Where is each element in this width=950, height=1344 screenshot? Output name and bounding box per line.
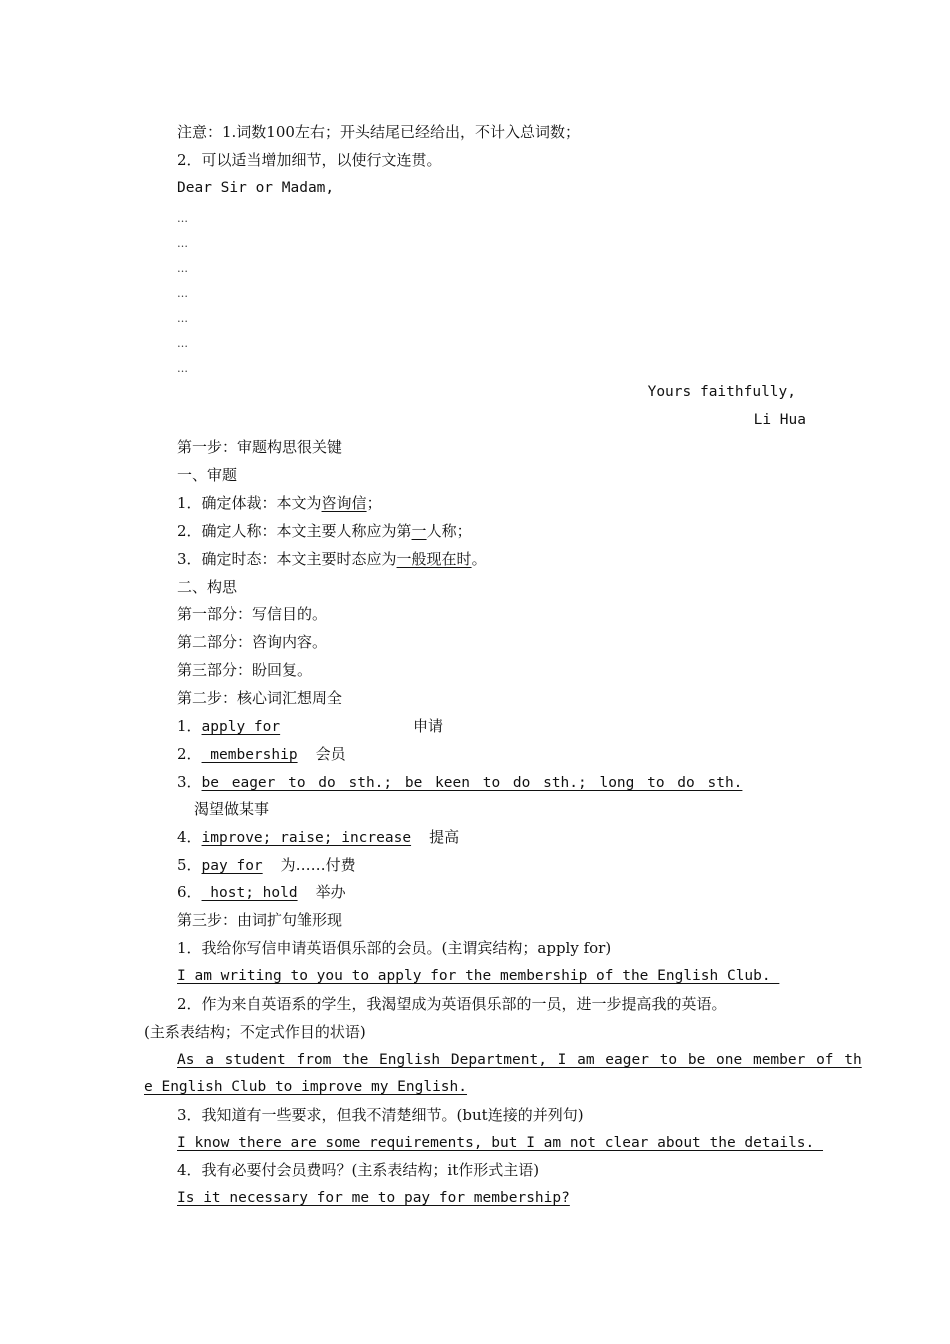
answer-blank: host; hold: [201, 885, 298, 901]
sentence-4-answer: Is it necessary for me to pay for membership?: [177, 1190, 570, 1206]
letter-placeholder: …: [177, 337, 187, 350]
sentence-2-question: 2．作为来自英语系的学生，我渴望成为英语俱乐部的一员，进一步提高我的英语。: [177, 995, 727, 1013]
item-meaning: 申请: [413, 717, 444, 735]
step2-title: 第二步：核心词汇想周全: [177, 689, 343, 707]
answer-blank: membership: [201, 747, 298, 763]
vocab-item-5: [177, 855, 356, 876]
answer-blank: be eager to do sth.; be keen to do sth.; long to do sth.: [201, 775, 743, 791]
item-meaning: 为……付费: [280, 856, 356, 874]
item-meaning: 提高: [429, 828, 460, 846]
note-line-2: 2．可以适当增加细节，以使行文连贯。: [177, 151, 442, 169]
step1-item-3: [177, 549, 487, 569]
letter-placeholder: …: [177, 312, 187, 325]
step1-part-2: 第二部分：咨询内容。: [177, 633, 328, 651]
vocab-item-1: [177, 716, 444, 737]
item-meaning: 会员: [315, 745, 346, 763]
letter-placeholder: …: [177, 212, 187, 225]
step1-item-1: [177, 493, 382, 513]
sentence-4-question: 4．我有必要付会员费吗？(主系表结构；it作形式主语): [177, 1161, 540, 1179]
letter-placeholder: …: [177, 287, 187, 300]
item-number: 3．: [177, 773, 202, 791]
sentence-3-answer: I know there are some requirements, but I am not clear about the details.: [177, 1135, 824, 1151]
item-number: 5．: [177, 856, 202, 874]
vocab-item-3: [177, 772, 742, 793]
step1-section-2: 二、构思: [177, 578, 238, 596]
step1-item-2: [177, 521, 472, 541]
item-meaning: 举办: [315, 883, 346, 901]
step1-part-1: 第一部分：写信目的。: [177, 605, 328, 623]
letter-placeholder: …: [177, 262, 187, 275]
sentence-2-answer-cont: e English Club to improve my English.: [144, 1079, 468, 1095]
step1-section-1: 一、审题: [177, 466, 238, 484]
item-text: 1．确定体裁：本文为: [177, 494, 322, 512]
sentence-1-answer: I am writing to you to apply for the membership of the English Club.: [177, 968, 780, 984]
step1-title: 第一步：审题构思很关键: [177, 438, 343, 456]
item-number: 6．: [177, 883, 202, 901]
item-text: 3．确定时态：本文主要时态应为: [177, 550, 397, 568]
item-number: 1．: [177, 717, 202, 735]
letter-signature: Li Hua: [753, 412, 806, 428]
answer-blank: 一般现在时: [396, 550, 472, 568]
answer-blank: apply for: [201, 719, 281, 735]
note-line-1: 注意：1.词数100左右；开头结尾已经给出，不计入总词数；: [177, 123, 580, 141]
vocab-item-3-meaning: 渴望做某事: [194, 800, 270, 818]
vocab-item-2: [177, 744, 346, 765]
item-text: 2．确定人称：本文主要人称应为第: [177, 522, 412, 540]
answer-blank: pay for: [201, 858, 263, 874]
item-text: 。: [471, 550, 487, 568]
sentence-3-question: 3．我知道有一些要求，但我不清楚细节。(but连接的并列句): [177, 1106, 584, 1124]
sentence-2-question-cont: (主系表结构；不定式作目的状语): [144, 1023, 366, 1041]
answer-blank: 咨询信: [321, 494, 367, 512]
vocab-item-6: [177, 882, 346, 903]
vocab-item-4: [177, 827, 459, 848]
answer-blank: improve; raise; increase: [201, 830, 412, 846]
item-text: ；: [366, 494, 382, 512]
step1-part-3: 第三部分：盼回复。: [177, 661, 313, 679]
step3-title: 第三步：由词扩句雏形现: [177, 911, 343, 929]
sentence-2-answer: As a student from the English Department, I am eager to be one member of th: [177, 1052, 862, 1068]
item-number: 2．: [177, 745, 202, 763]
letter-placeholder: …: [177, 362, 187, 375]
letter-closing: Yours faithfully,: [647, 384, 796, 400]
item-number: 4．: [177, 828, 202, 846]
letter-salutation: Dear Sir or Madam,: [177, 180, 335, 196]
sentence-1-question: 1．我给你写信申请英语俱乐部的会员。(主谓宾结构；apply for): [177, 939, 612, 957]
answer-blank: 一: [411, 522, 427, 540]
item-text: 人称；: [426, 522, 472, 540]
letter-placeholder: …: [177, 237, 187, 250]
